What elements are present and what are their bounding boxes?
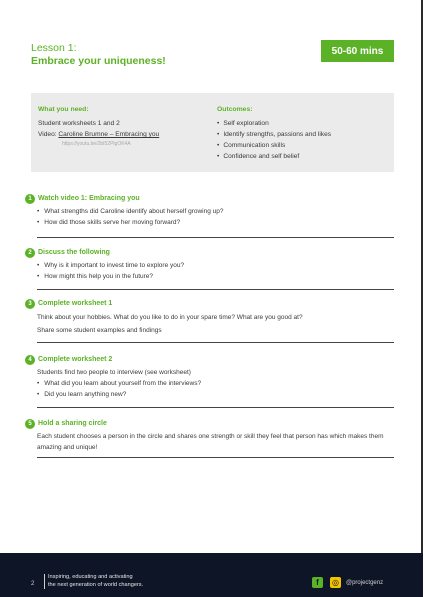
step-number-badge: 3 [25,299,35,309]
section-title [25,247,394,258]
body-line: Share some student examples and findings [37,327,162,334]
page-number: 2 [31,581,35,587]
bullet-item: • Why is it important to invest time to explore you? [37,260,394,271]
social-handle[interactable]: @projectgenz [346,580,384,586]
section-body [37,431,392,453]
outcome-item: • Identify strengths, passions and likes [217,129,387,140]
section-heading: Complete worksheet 1 [38,300,113,307]
outcome-item: • Communication skills [217,140,387,151]
lesson-title: Embrace your uniqueness! [31,55,166,67]
section-3 [25,298,394,337]
lesson-number: Lesson 1: [31,42,77,54]
body-line: Each student chooses a person in the circle and shares one strength or skill they feel that person has which makes them amazing and unique! [37,433,384,451]
bullet-item: • Did you learn anything new? [37,389,394,400]
instagram-icon[interactable] [330,577,341,588]
outcome-item: • Confidence and self belief [217,151,387,162]
lesson-header [31,42,166,68]
tagline-line: the next generation of world changers. [48,581,144,588]
video-link[interactable]: Caroline Brumne – Embracing you [58,131,160,138]
section-heading: Complete worksheet 2 [38,356,113,363]
body-line: Think about your hobbies. What do you like to do in your spare time? What are you good at? [37,314,303,321]
outcomes [217,104,387,162]
outcomes-heading: Outcomes: [217,106,253,113]
divider [37,457,394,458]
divider [37,407,394,408]
bullet-item: • How did those skills serve her moving forward? [37,217,394,228]
bullet-item: • How might this help you in the future? [37,271,394,282]
video-url[interactable]: https://youtu.be/2bI52PlgOK4A [62,141,131,147]
step-number-badge: 5 [25,419,35,429]
section-heading: Hold a sharing circle [38,420,107,427]
divider [37,342,394,343]
outcome-item: • Self exploration [217,118,387,129]
instagram-glyph: ◎ [332,578,339,587]
section-title [25,193,394,204]
section-title [25,354,394,365]
section-heading: Watch video 1: Embracing you [38,195,140,202]
section-title [25,418,394,429]
step-number-badge: 2 [25,248,35,258]
body-line: Students find two people to interview (see worksheet) [37,369,191,376]
section-body [37,260,394,282]
section-4 [25,354,394,400]
tagline-line: Inspiring, educating and activating [48,574,133,580]
what-you-need-heading: What you need: [38,106,89,113]
section-body [37,206,394,228]
worksheets-line: Student worksheets 1 and 2 [38,120,120,127]
duration-badge: 50-60 mins [321,40,394,62]
section-title [25,298,394,309]
info-box [31,93,394,172]
step-number-badge: 1 [25,194,35,204]
what-you-need [38,104,208,148]
bullet-item: • What strengths did Caroline identify about herself growing up? [37,206,394,217]
bullet-item: • What did you learn about yourself from the interviews? [37,378,394,389]
facebook-glyph: f [316,578,319,587]
footer-tagline [48,574,143,589]
divider [37,237,394,238]
section-heading: Discuss the following [38,249,110,256]
divider [37,289,394,290]
video-prefix: Video: [38,131,57,138]
section-5 [25,418,394,453]
section-2 [25,247,394,282]
step-number-badge: 4 [25,355,35,365]
section-body [37,367,394,400]
section-body [37,311,394,337]
outcomes-list [217,118,387,162]
page-edge [421,0,423,597]
video-line [38,129,208,140]
footer-divider [44,574,45,589]
section-1 [25,193,394,228]
facebook-icon[interactable] [312,577,323,588]
